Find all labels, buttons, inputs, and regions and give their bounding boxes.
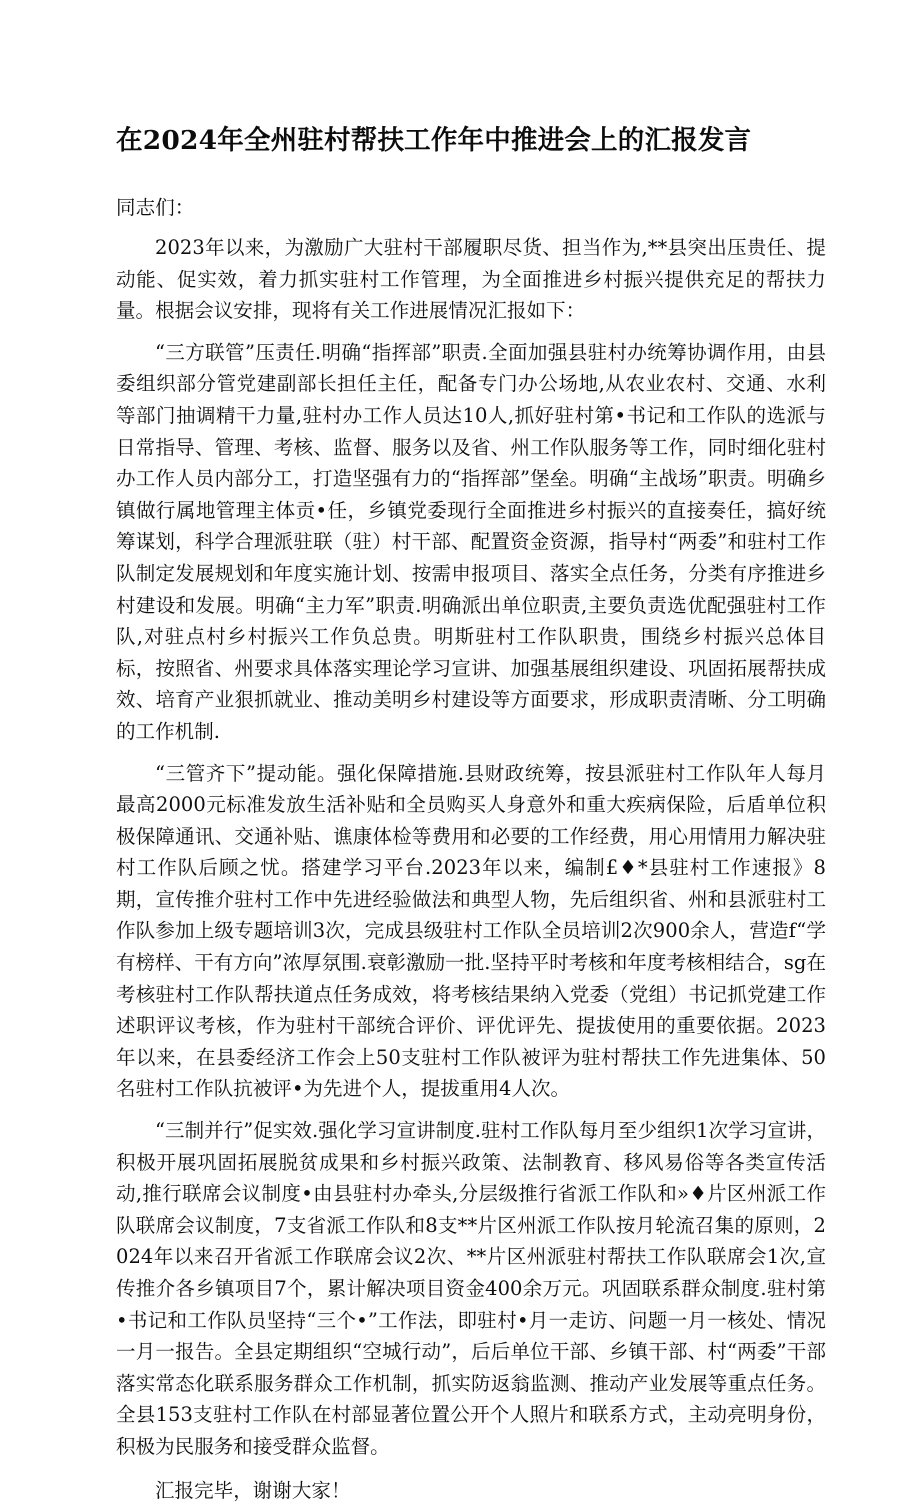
page-title: 在2024年全州驻村帮扶工作年中推进会上的汇报发言 [116,125,752,156]
paragraph-1: 2023年以来，为激励广大驻村干部履职尽货、担当作为,**县突出压贵任、提动能、促实效，着力抓实驻村工作管理，为全面推进乡村振兴提供充足的帮扶力量。根据会议安排，现将有关工作进展情况汇报如下： [116,236,826,323]
paragraph-3: “三管齐下”提动能。强化保障措施.县财政统筹，按县派驻村工作队年人每月最高2000元标准发放生活补贴和全员购买人身意外和重大疾病保险，后盾单位积极保障通讯、交通补贴、谯康体检等费用和必要的工作经费，用心用情用力解决驻村工作队后顾之忧。搭建学习平台.2023年以来，编制£♦*县驻村工作速报》8期，宣传推介驻村工作中先进经验做法和典型人物，先后组织省、州和县派驻村工作队参加上级专题培训3次，完成县级驻村工作队全员培训2次900余人，营造f“学有榜样、干有方向”浓厚氛围.衰彰激励一批.坚持平时考核和年度考核相结合，sg在考核驻村工作队帮扶道点任务成效，将考核结果纳入党委（党组）书记抓党建工作述职评议考核，作为驻村干部统合评价、评优评先、提拔使用的重要依据。2023年以来，在县委经济工作会上50支驻村工作队被评为驻村帮扶工作先进集体、50名驻村工作队抗被评•为先进个人，提拔重用4人次。 [116,761,826,1101]
closing-line: 汇报完毕，谢谢大家！ [155,1478,351,1502]
paragraph-4: “三制并行”促实效.强化学习宣讲制度.驻村工作队每月至少组织1次学习宣讲，积极开展巩固拓展脱贫成果和乡村振兴政策、法制教育、移风易俗等各类宣传活动,推行联席会议制度•由县驻村办牵头,分层级推行省派工作队和»♦片区州派工作队联席会议制度，7支省派工作队和8支**片区州派工作队按月轮流召集的原则，2024年以来召开省派工作联席会议2次、**片区州派驻村帮扶工作队联席会1次,宣传推介各乡镇项目7个，累计解决项目资金400余万元。巩固联系群众制度.驻村第•书记和工作队员坚持“三个•”工作法，即驻村•月一走访、问题一月一核处、情况一月一报告。全县定期组织“空城行动”，后后单位干部、乡镇干部、村“两委”干部落实常态化联系服务群众工作机制，抓实防返翁监测、推动产业发展等重点任务。全县153支驻村工作队在村部显著位置公开个人照片和联系方式，主动亮明身份，积极为民服务和接受群众监督。 [116,1119,826,1458]
salutation: 同志们： [116,196,195,219]
paragraph-2: “三方联管”压责任.明确“指挥部”职责.全面加强县驻村办统筹协调作用，由县委组织部分管党建副部长担任主任，配备专门办公场地,从农业农村、交通、水利等部门抽调精干力量,驻村办工作人员达10人,抓好驻村第•书记和工作队的选派与日常指导、管理、考核、监督、服务以及省、州工作队服务等工作，同时细化驻村办工作人员内部分工，打造坚强有力的“指挥部”堡垒。明确“主战场”职责。明确乡镇做行属地管理主体贡•任，乡镇党委现行全面推进乡村振兴的直接奏任，搞好统筹谋划，科学合理派驻联（驻）村干部、配置资金资源，指导村“两委”和驻村工作队制定发展规划和年度实施计划、按需申报项目、落实全点任务，分类有序推进乡村建设和发展。明确“主力军”职责.明确派出单位职责,主要负责选优配强驻村工作队,对驻点村乡村振兴工作负总贵。明斯驻村工作队职贵，围绕乡村振兴总体目标，按照省、州要求具体落实理论学习宣讲、加强基展组织建设、巩固拓展帮扶成效、培育产业狠抓就业、推动美明乡村建设等方面要求，形成职责清晰、分工明确的工作机制. [116,340,826,743]
document-content [116,0,826,1506]
